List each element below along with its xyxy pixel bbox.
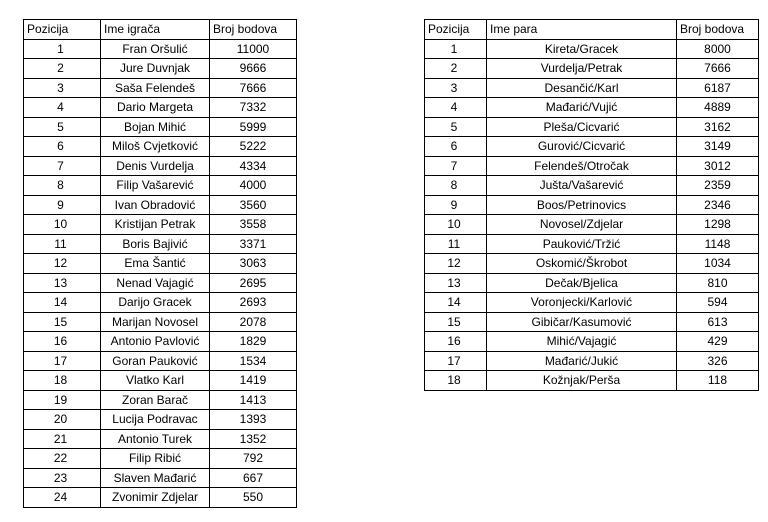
header-position: Pozicija — [425, 20, 487, 40]
cell-position: 17 — [425, 351, 487, 371]
cell-name: Voronjecki/Karlović — [487, 293, 677, 313]
cell-position: 16 — [425, 332, 487, 352]
cell-points: 1829 — [210, 332, 297, 352]
cell-name: Jušta/Vašarević — [487, 176, 677, 196]
table-row — [425, 215, 759, 235]
table-row — [425, 371, 759, 391]
table-row — [425, 195, 759, 215]
table-row — [24, 98, 297, 118]
header-points: Broj bodova — [210, 20, 297, 40]
table-row — [24, 273, 297, 293]
cell-points: 594 — [677, 293, 759, 313]
cell-position: 9 — [425, 195, 487, 215]
cell-name: Slaven Mađarić — [101, 468, 210, 488]
cell-points: 550 — [210, 488, 297, 508]
cell-points: 2078 — [210, 312, 297, 332]
table-row — [425, 234, 759, 254]
cell-name: Mihić/Vajagić — [487, 332, 677, 352]
table-row — [24, 176, 297, 196]
cell-points: 326 — [677, 351, 759, 371]
table-header-row — [425, 20, 759, 40]
cell-name: Fran Oršulić — [101, 39, 210, 59]
cell-points: 1393 — [210, 410, 297, 430]
table-row — [24, 117, 297, 137]
cell-name: Dario Margeta — [101, 98, 210, 118]
cell-points: 4334 — [210, 156, 297, 176]
table-row — [24, 371, 297, 391]
cell-points: 7666 — [210, 78, 297, 98]
cell-position: 3 — [24, 78, 101, 98]
cell-points: 2693 — [210, 293, 297, 313]
cell-name: Ivan Obradović — [101, 195, 210, 215]
cell-points: 2346 — [677, 195, 759, 215]
cell-name: Desančić/Karl — [487, 78, 677, 98]
cell-position: 1 — [24, 39, 101, 59]
players-table-body — [24, 39, 297, 507]
cell-position: 6 — [24, 137, 101, 157]
cell-name: Antonio Turek — [101, 429, 210, 449]
cell-points: 11000 — [210, 39, 297, 59]
cell-name: Filip Vašarević — [101, 176, 210, 196]
cell-name: Kožnjak/Perša — [487, 371, 677, 391]
cell-name: Goran Pauković — [101, 351, 210, 371]
cell-name: Kireta/Gracek — [487, 39, 677, 59]
table-row — [425, 39, 759, 59]
cell-position: 5 — [24, 117, 101, 137]
cell-position: 3 — [425, 78, 487, 98]
cell-name: Pauković/Tržić — [487, 234, 677, 254]
cell-points: 1413 — [210, 390, 297, 410]
cell-position: 12 — [425, 254, 487, 274]
table-row — [24, 195, 297, 215]
cell-name: Antonio Pavlović — [101, 332, 210, 352]
cell-position: 21 — [24, 429, 101, 449]
cell-points: 1534 — [210, 351, 297, 371]
cell-points: 3012 — [677, 156, 759, 176]
table-row — [425, 156, 759, 176]
cell-points: 3558 — [210, 215, 297, 235]
cell-points: 4889 — [677, 98, 759, 118]
cell-position: 15 — [425, 312, 487, 332]
cell-points: 7332 — [210, 98, 297, 118]
cell-points: 4000 — [210, 176, 297, 196]
cell-points: 3162 — [677, 117, 759, 137]
table-row — [24, 390, 297, 410]
table-row — [425, 351, 759, 371]
table-row — [24, 429, 297, 449]
cell-name: Boos/Petrinovics — [487, 195, 677, 215]
cell-points: 2359 — [677, 176, 759, 196]
cell-name: Gibičar/Kasumović — [487, 312, 677, 332]
table-row — [425, 273, 759, 293]
table-row — [24, 449, 297, 469]
table-row — [24, 332, 297, 352]
cell-position: 8 — [24, 176, 101, 196]
cell-points: 2695 — [210, 273, 297, 293]
cell-position: 10 — [425, 215, 487, 235]
cell-name: Vlatko Karl — [101, 371, 210, 391]
cell-position: 13 — [24, 273, 101, 293]
cell-points: 8000 — [677, 39, 759, 59]
cell-points: 3371 — [210, 234, 297, 254]
cell-points: 792 — [210, 449, 297, 469]
cell-points: 1034 — [677, 254, 759, 274]
cell-name: Felendeš/Otročak — [487, 156, 677, 176]
cell-points: 5999 — [210, 117, 297, 137]
table-row — [425, 293, 759, 313]
header-player-name: Ime igrača — [101, 20, 210, 40]
cell-position: 7 — [24, 156, 101, 176]
header-points: Broj bodova — [677, 20, 759, 40]
cell-name: Saša Felendeš — [101, 78, 210, 98]
cell-points: 118 — [677, 371, 759, 391]
table-row — [24, 312, 297, 332]
table-row — [425, 117, 759, 137]
table-row — [24, 59, 297, 79]
cell-name: Novosel/Zdjelar — [487, 215, 677, 235]
table-row — [425, 332, 759, 352]
cell-name: Zvonimir Zdjelar — [101, 488, 210, 508]
cell-position: 2 — [24, 59, 101, 79]
table-row — [24, 351, 297, 371]
cell-position: 4 — [425, 98, 487, 118]
cell-name: Lucija Podravac — [101, 410, 210, 430]
cell-points: 7666 — [677, 59, 759, 79]
cell-points: 3560 — [210, 195, 297, 215]
cell-position: 12 — [24, 254, 101, 274]
cell-points: 3149 — [677, 137, 759, 157]
cell-points: 429 — [677, 332, 759, 352]
cell-name: Zoran Barač — [101, 390, 210, 410]
cell-name: Jure Duvnjak — [101, 59, 210, 79]
table-header-row — [24, 20, 297, 40]
cell-name: Gurović/Cicvarić — [487, 137, 677, 157]
cell-name: Boris Bajivić — [101, 234, 210, 254]
cell-points: 667 — [210, 468, 297, 488]
cell-name: Nenad Vajagić — [101, 273, 210, 293]
cell-name: Kristijan Petrak — [101, 215, 210, 235]
cell-position: 15 — [24, 312, 101, 332]
pairs-table — [424, 19, 759, 391]
table-row — [425, 254, 759, 274]
table-row — [24, 234, 297, 254]
cell-position: 4 — [24, 98, 101, 118]
cell-name: Miloš Cvjetković — [101, 137, 210, 157]
cell-points: 1419 — [210, 371, 297, 391]
cell-position: 18 — [425, 371, 487, 391]
cell-points: 9666 — [210, 59, 297, 79]
cell-position: 14 — [425, 293, 487, 313]
cell-position: 17 — [24, 351, 101, 371]
cell-position: 23 — [24, 468, 101, 488]
cell-points: 1148 — [677, 234, 759, 254]
cell-name: Dečak/Bjelica — [487, 273, 677, 293]
table-row — [24, 78, 297, 98]
cell-position: 7 — [425, 156, 487, 176]
table-row — [425, 59, 759, 79]
cell-position: 24 — [24, 488, 101, 508]
cell-points: 1352 — [210, 429, 297, 449]
cell-points: 5222 — [210, 137, 297, 157]
cell-name: Pleša/Cicvarić — [487, 117, 677, 137]
cell-name: Marijan Novosel — [101, 312, 210, 332]
cell-position: 22 — [24, 449, 101, 469]
cell-name: Filip Ribić — [101, 449, 210, 469]
cell-name: Mađarić/Vujić — [487, 98, 677, 118]
table-row — [425, 78, 759, 98]
table-row — [24, 468, 297, 488]
cell-position: 20 — [24, 410, 101, 430]
cell-name: Bojan Mihić — [101, 117, 210, 137]
cell-points: 6187 — [677, 78, 759, 98]
cell-position: 11 — [425, 234, 487, 254]
cell-position: 18 — [24, 371, 101, 391]
cell-points: 810 — [677, 273, 759, 293]
cell-position: 13 — [425, 273, 487, 293]
cell-position: 19 — [24, 390, 101, 410]
cell-name: Ema Šantić — [101, 254, 210, 274]
table-row — [425, 137, 759, 157]
cell-position: 9 — [24, 195, 101, 215]
table-row — [24, 156, 297, 176]
cell-points: 1298 — [677, 215, 759, 235]
table-row — [24, 137, 297, 157]
cell-points: 613 — [677, 312, 759, 332]
table-row — [24, 215, 297, 235]
cell-name: Mađarić/Jukić — [487, 351, 677, 371]
table-row — [425, 312, 759, 332]
cell-name: Darijo Gracek — [101, 293, 210, 313]
table-row — [425, 98, 759, 118]
cell-name: Denis Vurdelja — [101, 156, 210, 176]
cell-position: 2 — [425, 59, 487, 79]
cell-position: 8 — [425, 176, 487, 196]
pairs-table-body — [425, 39, 759, 390]
table-row — [24, 254, 297, 274]
table-row — [24, 410, 297, 430]
header-pair-name: Ime para — [487, 20, 677, 40]
table-row — [24, 39, 297, 59]
players-table — [23, 19, 297, 508]
cell-position: 5 — [425, 117, 487, 137]
cell-name: Oskomić/Škrobot — [487, 254, 677, 274]
cell-points: 3063 — [210, 254, 297, 274]
header-position: Pozicija — [24, 20, 101, 40]
cell-position: 6 — [425, 137, 487, 157]
table-row — [24, 488, 297, 508]
cell-position: 10 — [24, 215, 101, 235]
table-row — [425, 176, 759, 196]
cell-position: 14 — [24, 293, 101, 313]
cell-position: 16 — [24, 332, 101, 352]
cell-position: 1 — [425, 39, 487, 59]
table-row — [24, 293, 297, 313]
cell-position: 11 — [24, 234, 101, 254]
cell-name: Vurdelja/Petrak — [487, 59, 677, 79]
